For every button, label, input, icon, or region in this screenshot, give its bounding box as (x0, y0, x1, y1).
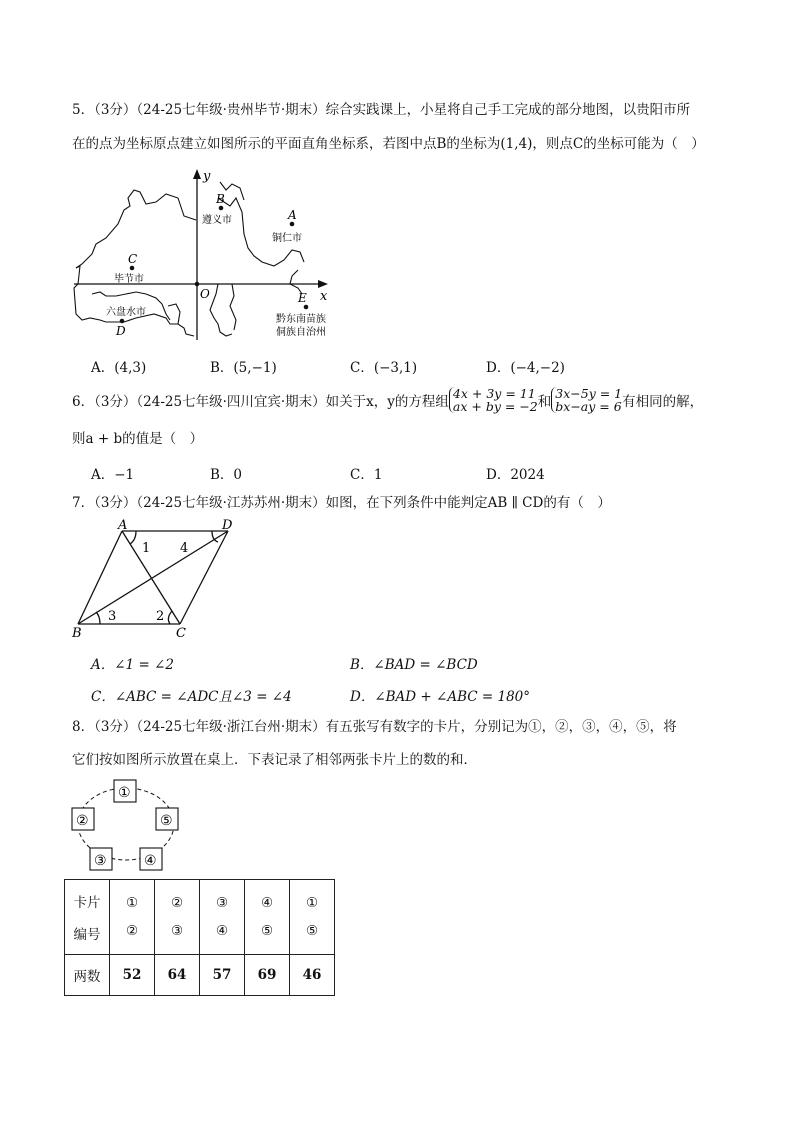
card-5: ⑤ (160, 813, 173, 829)
q6-sys2-eq2: bx−ay = 6 (555, 399, 622, 414)
q6-sys2-eq1: 3x−5y = 1 (555, 386, 623, 401)
y-axis-label: y (203, 169, 211, 184)
table-header-b: 编号 (73, 927, 101, 943)
q7-vertex-C: C (176, 626, 186, 641)
q7-option-c[interactable]: C．∠ABC = ∠ADC且∠3 = ∠4 (91, 689, 292, 705)
pair-cell-5: ① ⑤ (290, 880, 335, 955)
q6-system-2 (551, 387, 622, 413)
q7-option-a[interactable]: A．∠1 = ∠2 (91, 657, 174, 673)
table-header-cell (65, 880, 110, 955)
q6-line2: 则a + b的值是（ ） (72, 431, 204, 447)
x-axis-label: x (320, 289, 328, 304)
q8-line2: 它们按如图所示放置在桌上．下表记录了相邻两张卡片上的数的和． (72, 752, 477, 768)
q6-option-b[interactable]: B．0 (210, 467, 243, 483)
q6-option-c[interactable]: C．1 (350, 467, 383, 483)
q5-map-figure (66, 164, 346, 344)
q5-line1: 5．（3分）（24-25七年级·贵州毕节·期末）综合实践课上，小星将自己手工完成的部分地图，以贵阳市所 (72, 102, 691, 118)
q6-option-d[interactable]: D．2024 (486, 467, 545, 483)
q5-option-a[interactable]: A．(4,3) (91, 360, 147, 376)
q6-option-a[interactable]: A．−1 (91, 467, 135, 483)
q7-vertex-A: A (118, 518, 128, 533)
label-liupanshui: 六盘水市 (106, 307, 146, 318)
q5-option-b[interactable]: B．(5,−1) (210, 360, 277, 376)
q7-option-d[interactable]: D．∠BAD + ∠ABC = 180° (350, 689, 530, 705)
q7-angle-2: 2 (156, 609, 165, 624)
q7-vertex-D: D (222, 518, 233, 533)
label-tongren: 铜仁市 (272, 233, 302, 244)
q8-sum-table (64, 879, 335, 996)
sum-cell-5: 46 (290, 955, 335, 996)
sum-cell-2: 64 (155, 955, 200, 996)
sum-cell-4: 69 (245, 955, 290, 996)
label-bijie: 毕节市 (114, 274, 144, 285)
q7-option-b[interactable]: B．∠BAD = ∠BCD (350, 657, 478, 673)
point-E: E (298, 291, 307, 305)
q8-cards-figure (66, 776, 196, 876)
card-2: ② (76, 813, 89, 829)
point-B: B (216, 192, 225, 206)
q8-line1: 8．（3分）（24-25七年级·浙江台州·期末）有五张写有数字的卡片，分别记为①，②，③，④，⑤，将 (72, 719, 677, 735)
q5-line2: 在的点为坐标原点建立如图所示的平面直角坐标系，若图中点B的坐标为(1,4)，则点C的坐标可能为（ ） (72, 136, 705, 152)
label-qiandongnan-1: 黔东南苗族 (276, 314, 326, 325)
card-1: ① (118, 785, 131, 801)
sum-label-cell: 两数 (65, 955, 110, 996)
card-4: ④ (144, 853, 157, 869)
q7-vertex-B: B (72, 626, 82, 641)
point-D: D (116, 324, 126, 338)
q5-option-d[interactable]: D．(−4,−2) (486, 360, 565, 376)
q7-parallelogram-figure (66, 518, 246, 644)
label-zunyi: 遵义市 (202, 215, 232, 226)
pair-cell-3: ③ ④ (200, 880, 245, 955)
q7-angle-3: 3 (108, 609, 117, 624)
q7-line1: 7．（3分）（24-25七年级·江苏苏州·期末）如图，在下列条件中能判定AB ∥ CD的有（ ） (72, 495, 611, 511)
q6-system-1 (449, 387, 538, 413)
origin-label: O (200, 287, 210, 301)
q7-angle-1: 1 (142, 541, 151, 556)
point-C: C (128, 252, 138, 266)
q6-line1 (72, 387, 703, 413)
point-A: A (288, 208, 297, 222)
q6-suffix: 有相同的解， (622, 394, 704, 410)
sum-cell-1: 52 (110, 955, 155, 996)
q6-prefix: 6．（3分）（24-25七年级·四川宜宾·期末）如关于x，y的方程组 (72, 394, 449, 410)
q6-sys1-eq1: 4x + 3y = 11 (452, 386, 536, 401)
q7-angle-4: 4 (180, 541, 189, 556)
label-qiandongnan-2: 侗族自治州 (276, 327, 326, 338)
pair-cell-1: ① ② (110, 880, 155, 955)
q6-mid: 和 (537, 394, 552, 410)
sum-cell-3: 57 (200, 955, 245, 996)
pair-cell-4: ④ ⑤ (245, 880, 290, 955)
pair-cell-2: ② ③ (155, 880, 200, 955)
table-header-a: 卡片 (73, 895, 101, 911)
q5-option-c[interactable]: C．(−3,1) (350, 360, 418, 376)
q6-sys1-eq2: ax + by = −2 (452, 399, 538, 414)
card-3: ③ (94, 853, 107, 869)
